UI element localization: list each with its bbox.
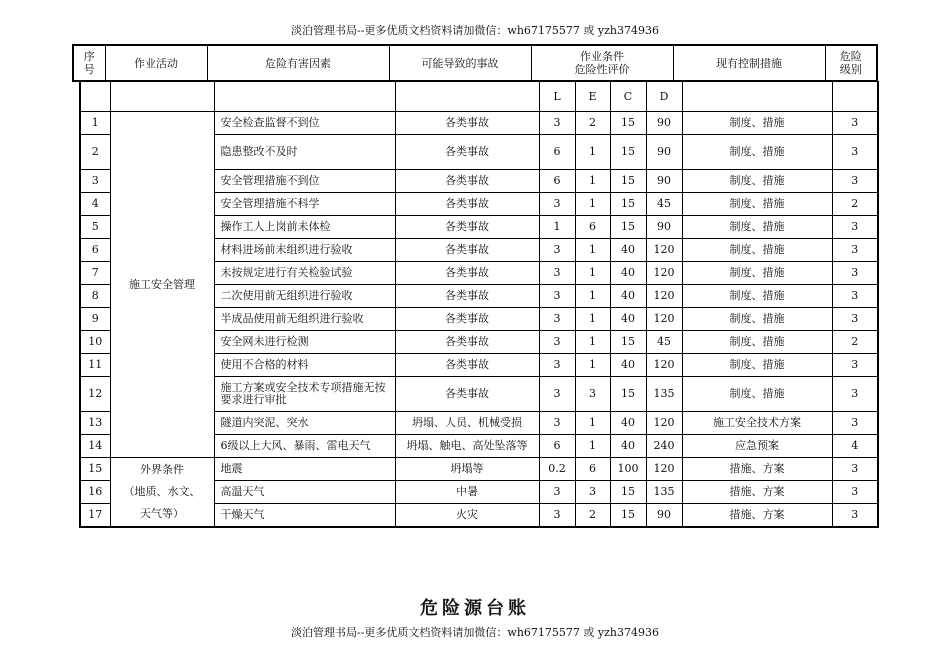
cell-accident: 坍塌、人员、机械受损 [395,412,539,435]
cell-no: 7 [80,262,110,285]
cell-hazard: 隧道内突泥、突水 [214,412,395,435]
cell-e: 1 [575,170,610,193]
blank-cell [80,82,110,112]
cell-l: 3 [539,308,575,331]
cell-l: 0.2 [539,458,575,481]
cell-c: 15 [610,377,646,412]
cell-no: 2 [80,135,110,170]
cell-e: 1 [575,308,610,331]
cell-accident: 各类事故 [395,112,539,135]
cell-control: 应急预案 [682,435,832,458]
blank-cell [395,82,539,112]
cell-hazard: 安全管理措施不科学 [214,193,395,216]
cell-c: 15 [610,481,646,504]
cell-e: 6 [575,458,610,481]
cell-accident: 坍塌等 [395,458,539,481]
cell-c: 15 [610,112,646,135]
cell-e: 6 [575,216,610,239]
cell-l: 1 [539,216,575,239]
cell-accident: 各类事故 [395,239,539,262]
cell-hazard: 高温天气 [214,481,395,504]
cell-accident: 中暑 [395,481,539,504]
cell-level: 3 [832,285,878,308]
cell-level: 3 [832,354,878,377]
cell-no: 11 [80,354,110,377]
cell-accident: 各类事故 [395,216,539,239]
cell-hazard: 二次使用前无组织进行验收 [214,285,395,308]
cell-accident: 各类事故 [395,354,539,377]
cell-d: 90 [646,504,682,528]
subheader-row [80,82,878,112]
cell-no: 3 [80,170,110,193]
cell-c: 15 [610,170,646,193]
blank-cell [110,82,214,112]
cell-d: 90 [646,112,682,135]
cell-l: 3 [539,504,575,528]
cell-c: 15 [610,504,646,528]
cell-hazard: 使用不合格的材料 [214,354,395,377]
cell-d: 135 [646,377,682,412]
cell-no: 5 [80,216,110,239]
cell-accident: 各类事故 [395,135,539,170]
col-header-accident: 可能导致的事故 [389,45,531,81]
cell-no: 8 [80,285,110,308]
cell-d: 120 [646,262,682,285]
cell-d: 120 [646,239,682,262]
blank-cell [832,82,878,112]
header-note: 淡泊管理书局--更多优质文档资料请加微信：wh67175577 或 yzh374936 [291,24,659,37]
cell-hazard: 施工方案或安全技术专项措施无按要求进行审批 [214,377,395,412]
cell-level: 3 [832,504,878,528]
document-title: 危险源台账 [420,598,530,619]
col-header-D: D [646,82,682,112]
cell-c: 40 [610,412,646,435]
col-header-activity: 作业活动 [105,45,207,81]
cell-l: 3 [539,354,575,377]
table-row [80,458,878,481]
cell-control: 制度、措施 [682,239,832,262]
cell-e: 3 [575,481,610,504]
cell-accident: 火灾 [395,504,539,528]
footer-note: 淡泊管理书局--更多优质文档资料请加微信：wh67175577 或 yzh374936 [291,626,659,639]
cell-e: 1 [575,262,610,285]
activity-group-external-line: 外界条件 [140,463,184,476]
cell-d: 120 [646,458,682,481]
cell-no: 9 [80,308,110,331]
cell-control: 措施、方案 [682,504,832,528]
cell-hazard: 干燥天气 [214,504,395,528]
cell-e: 1 [575,285,610,308]
cell-control: 措施、方案 [682,458,832,481]
cell-d: 240 [646,435,682,458]
cell-l: 3 [539,239,575,262]
blank-cell [214,82,395,112]
cell-e: 2 [575,504,610,528]
cell-c: 15 [610,193,646,216]
cell-hazard: 安全检查监督不到位 [214,112,395,135]
col-header-E: E [575,82,610,112]
blank-cell [682,82,832,112]
cell-no: 4 [80,193,110,216]
cell-level: 3 [832,135,878,170]
cell-level: 3 [832,170,878,193]
activity-group-external-line: 天气等） [140,507,184,520]
cell-level: 2 [832,193,878,216]
cell-c: 100 [610,458,646,481]
cell-c: 15 [610,331,646,354]
cell-hazard: 隐患整改不及时 [214,135,395,170]
column-header-table [72,44,878,82]
cell-d: 45 [646,331,682,354]
cell-d: 120 [646,308,682,331]
cell-e: 1 [575,354,610,377]
col-header-L: L [539,82,575,112]
cell-c: 15 [610,135,646,170]
cell-control: 制度、措施 [682,285,832,308]
cell-control: 制度、措施 [682,135,832,170]
cell-no: 12 [80,377,110,412]
cell-no: 13 [80,412,110,435]
cell-hazard: 6级以上大风、暴雨、雷电天气 [214,435,395,458]
cell-level: 4 [832,435,878,458]
cell-hazard: 未按规定进行有关检验试验 [214,262,395,285]
cell-accident: 各类事故 [395,170,539,193]
cell-accident: 各类事故 [395,308,539,331]
cell-no: 14 [80,435,110,458]
cell-control: 制度、措施 [682,331,832,354]
cell-d: 90 [646,170,682,193]
cell-e: 1 [575,239,610,262]
cell-level: 3 [832,112,878,135]
cell-level: 3 [832,239,878,262]
cell-no: 17 [80,504,110,528]
hazard-ledger-table [79,81,879,528]
table-row [80,112,878,135]
cell-l: 3 [539,262,575,285]
cell-e: 1 [575,135,610,170]
cell-d: 135 [646,481,682,504]
col-header-C: C [610,82,646,112]
cell-hazard: 操作工人上岗前未体检 [214,216,395,239]
activity-group-external [110,458,214,528]
cell-control: 制度、措施 [682,377,832,412]
cell-l: 3 [539,331,575,354]
cell-no: 16 [80,481,110,504]
col-header-hazard: 危险有害因素 [207,45,389,81]
cell-hazard: 半成品使用前无组织进行验收 [214,308,395,331]
cell-level: 3 [832,262,878,285]
cell-l: 3 [539,112,575,135]
cell-no: 1 [80,112,110,135]
cell-l: 6 [539,135,575,170]
cell-level: 3 [832,377,878,412]
cell-d: 120 [646,285,682,308]
cell-level: 3 [832,308,878,331]
cell-accident: 各类事故 [395,285,539,308]
cell-level: 3 [832,412,878,435]
cell-hazard: 地震 [214,458,395,481]
cell-control: 制度、措施 [682,170,832,193]
cell-d: 120 [646,412,682,435]
cell-hazard: 安全管理措施不到位 [214,170,395,193]
cell-e: 1 [575,193,610,216]
cell-hazard: 材料进场前未组织进行验收 [214,239,395,262]
cell-control: 制度、措施 [682,308,832,331]
col-header-evaluation: 作业条件 危险性评价 [531,45,673,81]
cell-hazard: 安全网未进行检测 [214,331,395,354]
cell-no: 6 [80,239,110,262]
activity-group-construction: 施工安全管理 [110,112,214,458]
cell-control: 制度、措施 [682,112,832,135]
cell-c: 40 [610,239,646,262]
cell-e: 1 [575,412,610,435]
cell-level: 3 [832,216,878,239]
cell-control: 措施、方案 [682,481,832,504]
col-header-no: 序 号 [73,45,105,81]
cell-control: 制度、措施 [682,262,832,285]
cell-level: 3 [832,458,878,481]
col-header-control: 现有控制措施 [673,45,825,81]
cell-c: 40 [610,285,646,308]
cell-e: 1 [575,435,610,458]
cell-d: 90 [646,135,682,170]
cell-accident: 各类事故 [395,331,539,354]
cell-control: 制度、措施 [682,193,832,216]
cell-accident: 各类事故 [395,262,539,285]
cell-accident: 各类事故 [395,193,539,216]
cell-l: 3 [539,377,575,412]
cell-l: 6 [539,435,575,458]
cell-no: 15 [80,458,110,481]
activity-group-external-line: （地质、水文、 [123,485,201,498]
cell-c: 15 [610,216,646,239]
cell-accident: 坍塌、触电、高处坠落等 [395,435,539,458]
cell-d: 120 [646,354,682,377]
cell-c: 40 [610,308,646,331]
cell-l: 6 [539,170,575,193]
cell-e: 3 [575,377,610,412]
cell-l: 3 [539,193,575,216]
cell-control: 制度、措施 [682,354,832,377]
cell-c: 40 [610,354,646,377]
cell-l: 3 [539,481,575,504]
cell-c: 40 [610,435,646,458]
cell-d: 45 [646,193,682,216]
cell-e: 2 [575,112,610,135]
cell-no: 10 [80,331,110,354]
cell-control: 制度、措施 [682,216,832,239]
cell-control: 施工安全技术方案 [682,412,832,435]
cell-e: 1 [575,331,610,354]
cell-level: 2 [832,331,878,354]
cell-level: 3 [832,481,878,504]
cell-d: 90 [646,216,682,239]
cell-accident: 各类事故 [395,377,539,412]
cell-c: 40 [610,262,646,285]
cell-l: 3 [539,285,575,308]
cell-l: 3 [539,412,575,435]
col-header-level: 危险 级别 [825,45,877,81]
